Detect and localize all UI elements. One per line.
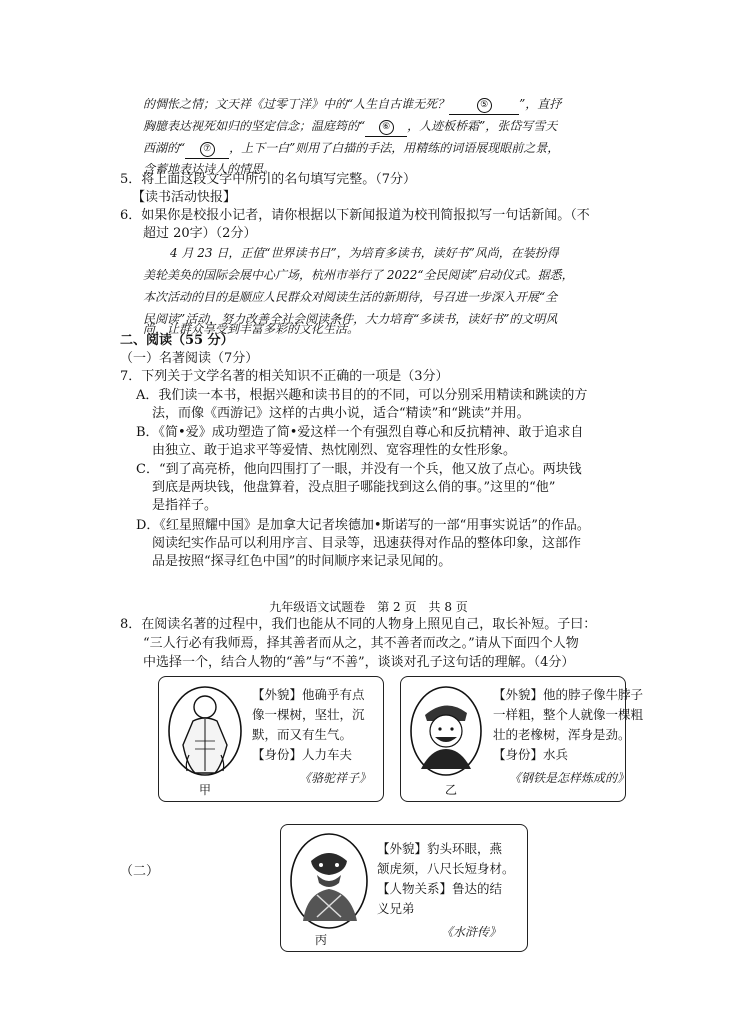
portrait-xiangzi [165,685,245,777]
card-line: 义兄弟 [377,901,415,916]
section-header: 【读书活动快报】 [132,190,237,205]
portrait-zhukhrai [407,685,485,777]
subsection-1: （一）名著阅读（7分） [120,351,259,366]
option-a: A．我们读一本书，根据兴趣和读书目的的不同，可以分别采用精读和跳读的方 [136,388,588,403]
option-b: B．《简•爱》成功塑造了简•爱这样一个有强烈自尊心和反抗精神、敢于追求自 [136,425,584,440]
news-line: 本次活动的目的是顺应人民群众对阅读生活的新期待，号召进一步深入开展“全 [143,290,558,304]
blank-5: ⑤ [449,95,519,115]
card-caption: 丙 [315,933,328,947]
card-line: 颔虎须，八尺长短身材。 [377,861,515,876]
option-d: D．《红星照耀中国》是加拿大记者埃德加•斯诺写的一部“用事实说话”的作品。 [136,518,590,533]
card-line: 【身份】人力车夫 [252,747,353,762]
card-line: 一样粗，整个人就像一棵粗 [493,707,644,722]
option-c-cont: 是指祥子。 [152,498,218,513]
news-line: 民阅读”活动，努力改善全社会阅读条件，大力培育“多读书，读好书”的文明风 [143,312,558,326]
question-6: 6．如果你是校报小记者，请你根据以下新闻报道为校刊简报拟写一句话新闻。（不 [120,208,590,223]
option-c-cont: 到底是两块钱，他盘算着，没点胆子哪能找到这么俏的事。”这里的“他” [152,480,556,495]
blank-6: ⑥ [365,117,407,137]
card-line: 【人物关系】鲁达的结 [377,881,503,896]
character-card-yi [400,676,644,802]
option-b-cont: 由独立、敢于追求平等爱情、热忱刚烈、宽容理性的女性形象。 [152,443,517,458]
card-caption: 甲 [199,783,212,797]
card-source: 《骆驼祥子》 [299,771,372,785]
passage-line: 胸臆表达视死如归的坚定信念；温庭筠的“ ⑥ ，人迹板桥霜”，张岱写雪天 [143,117,557,137]
question-8: 8．在阅读名著的过程中，我们也能从不同的人物身上照见自己，取长补短。子曰： [120,617,597,632]
card-line: 像一棵树，坚壮，沉 [252,707,365,722]
page-footer: 九年级语文试题卷 第 2 页 共 8 页 [269,600,468,614]
question-8-cont: “三人行必有我师焉，择其善者而从之，其不善者而改之。”请从下面四个人物 [143,636,579,651]
option-a-cont: 法，而像《西游记》这样的古典小说，适合“精读”和“跳读”并用。 [152,406,530,421]
card-source: 《钢铁是怎样炼成的》 [509,771,630,785]
card-line: 默，而又有生气。 [252,727,353,742]
part-2-heading: 二、阅读（55 分） [120,333,234,348]
character-card-bing [280,824,528,952]
passage-line: 含蓄地表达诗人的情思。 [143,162,276,176]
news-line: 4 月 23 日，正值“世界读书日”，为培育多读书，读好书”风尚，在装扮得 [170,246,559,260]
option-d-cont: 品是按照“探寻红色中国”的时间顺序来记录见闻的。 [152,554,452,569]
card-line: 【外貌】豹头环眼，燕 [377,841,503,856]
question-6-cont: 超过 20字）（2分） [143,226,257,241]
portrait-lin-chong [287,831,371,931]
character-card-jia [158,676,384,802]
passage-line: 西湖的“ ⑦ ，上下一白”则用了白描的手法，用精练的词语展现眼前之景， [143,139,559,159]
card-source: 《水浒传》 [441,925,502,939]
question-5: 5．将上面这段文字中所引的名句填写完整。（7分） [120,172,417,187]
option-c: C．“到了高亮桥，他向四围打了一眼，并没有一个兵，他又放了点心。两块钱 [136,462,582,477]
question-7: 7．下列关于文学名著的相关知识不正确的一项是（3分） [120,369,449,384]
question-8-cont: 中选择一个，结合人物的“善”与“不善”，谈谈对孔子这句话的理解。（4分） [143,655,575,670]
card-caption: 乙 [445,783,458,797]
subsection-2: （二） [120,864,160,879]
card-line: 【外貌】他确乎有点 [252,687,365,702]
card-line: 【身份】水兵 [493,747,569,762]
news-line: 美轮美奂的国际会展中心广场，杭州市举行了 2022“全民阅读”启动仪式。据悉， [143,268,574,282]
card-line: 壮的老橡树，浑身是劲。 [493,727,631,742]
passage-line: 的惆怅之情；文天祥《过零丁洋》中的“人生自古谁无死？ ⑤ ”，直抒 [143,95,561,115]
card-line: 【外貌】他的脖子像牛脖子 [493,687,644,702]
option-d-cont: 阅读纪实作品可以利用序言、目录等，迅速获得对作品的整体印象，这部作 [152,536,582,551]
news-line: 尚，让群众享受到丰富多彩的文化生活。 [143,322,360,336]
blank-7: ⑦ [185,139,229,159]
